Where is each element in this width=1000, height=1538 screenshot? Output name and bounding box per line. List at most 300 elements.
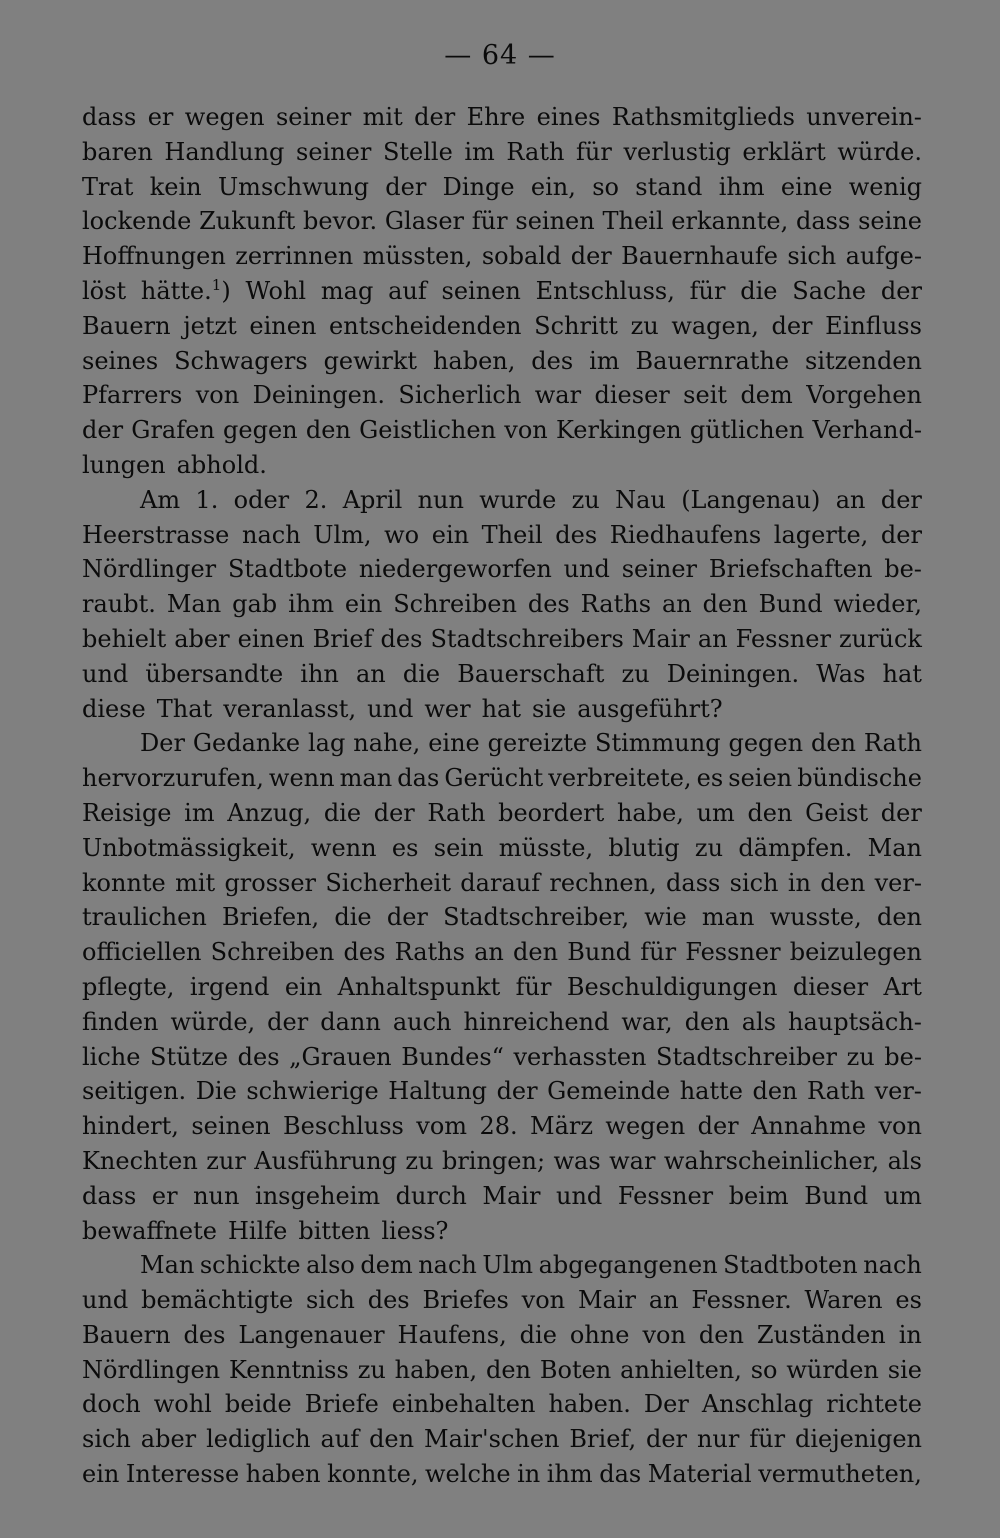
word: beim [728,1181,789,1210]
word: ein [82,1460,120,1489]
word: Ausführung [254,1146,397,1175]
word: der [880,485,922,514]
text-line [82,1387,922,1422]
word: schwierige [246,1077,379,1106]
word: für [576,137,612,166]
word: Haufens, [397,1320,507,1349]
word: Stelle [382,137,453,166]
word: dass [796,207,851,236]
word: wegen [184,103,265,131]
word: Briefe [304,1390,379,1419]
word: Reisige [82,798,172,827]
word: nun [417,485,464,514]
word: sich [306,1286,355,1315]
text-line [82,448,922,483]
word: Bauern [82,311,171,340]
text-line [82,1005,922,1040]
word: 28. [479,1112,518,1141]
word: richtete [826,1390,922,1419]
word: an [697,624,728,653]
word: in [517,1460,541,1489]
text-line [82,1214,922,1249]
word: zu [846,1042,875,1071]
word: er [151,1181,178,1210]
word: Mair [577,1286,636,1315]
word: Rathsmitglieds [611,103,795,131]
text-line [82,1179,922,1214]
word: anhielten, [620,1355,742,1384]
word: auf [388,276,427,305]
word: des [183,1320,226,1349]
word: vom [416,1112,468,1141]
word: eine [780,172,833,201]
word: Rath [506,137,565,166]
word: Mair [631,624,690,653]
word: ihn [300,659,339,688]
word: darauf [460,868,541,897]
word: Deiningen. [252,381,385,410]
word: Anschlag [701,1390,814,1419]
word: den [876,903,922,932]
word: Material [647,1460,752,1489]
word: diese [82,694,146,723]
word: vermutheten, [758,1460,922,1489]
word: Kerkingen [555,416,682,445]
word: Art [883,972,922,1001]
word: die [519,1320,557,1349]
word: Brief, [569,1425,637,1454]
text-line [82,692,922,727]
word: Anzug, [227,798,312,827]
word: 1. [195,485,219,514]
text-line [82,552,922,587]
text-line [82,796,922,831]
word: seinen [191,1112,271,1141]
word: Entschluss, [535,276,675,305]
word: sobald [481,242,562,271]
word: Der [643,1390,689,1419]
word: der [385,172,427,201]
word: seiner [275,103,352,131]
word: einen [249,311,317,340]
word: Sicherlich [398,381,522,410]
page-number: — 64 — [444,40,556,71]
word: sich [787,242,837,271]
word: gegen [728,729,804,758]
word: von [195,381,240,410]
text-line [82,135,922,170]
text-line [82,1040,922,1075]
word: kein [149,172,202,201]
word: ihm [546,1460,593,1489]
word: von [504,416,548,445]
word: an [356,659,386,688]
word: dass [82,103,137,131]
text-line [82,274,922,309]
word: Beschuldigungen [566,972,778,1001]
word: nach [241,520,301,549]
word: Nördlinger [82,555,217,584]
word: Ulm [482,1251,534,1280]
word: Zuständen [756,1320,886,1349]
word: konnte, [327,1460,419,1489]
word: 2. [304,485,328,514]
text-line [82,1283,922,1318]
word: den [810,729,856,758]
word: officiellen [82,938,202,967]
word: dieser [792,972,869,1001]
word: Schreiben [393,590,517,619]
word: Was [816,659,866,688]
word: be- [884,555,922,584]
word: dem [740,381,793,410]
word: Interesse [125,1460,240,1489]
word: Riedhaufens [609,520,762,549]
word: um [883,1181,922,1210]
word: aber [174,624,230,653]
word: er [147,103,174,131]
word: zu [694,833,724,862]
word: der [386,903,428,932]
word: Unbotmässigkeit, [82,833,296,862]
word: zu [621,659,650,688]
text-line [82,1422,922,1457]
word: in [787,868,811,897]
word: der [82,416,124,445]
word: an [474,938,504,967]
word: für [471,207,508,236]
word: Bund [804,1181,869,1210]
word: wie [644,903,687,932]
word: (Langenau) [681,485,821,514]
word: so [592,172,619,201]
word: Nördlingen [82,1355,221,1384]
word: Nau [615,485,666,514]
word: dann [320,1007,381,1036]
word: den [513,938,559,967]
word: mit [362,103,403,131]
word: würde. [837,137,922,166]
text-line [82,622,922,657]
word: Schritt [534,311,618,340]
word: Geist [805,798,869,827]
word: Ulm, [313,520,372,549]
word: einen [237,624,305,653]
word: veranlasst, [223,694,357,723]
word: Mair [482,1181,541,1210]
word: wurde [479,485,557,514]
word: war, [621,1007,673,1036]
word: verbreitete, [548,764,692,793]
word: seit [683,381,728,410]
text-line [82,1353,922,1388]
word: den [698,1320,744,1349]
word: nun [193,1181,240,1210]
word: als [741,1007,777,1036]
word: seinen [441,276,521,305]
word: seitigen. [82,1077,187,1106]
word: auch [392,1007,452,1036]
word: Rath [863,729,922,758]
word: der [414,103,456,131]
word: Hilfe [227,1216,288,1245]
word: des [343,938,386,967]
word: wohl [153,1390,212,1419]
text-line [82,100,922,135]
word: Stadtschreiber [656,1042,838,1071]
word: Glaser [384,207,465,236]
word: gereizte [487,729,588,758]
word: bevor. [303,207,378,236]
word: seines [82,346,159,375]
word: Bund [758,590,823,619]
word: für [689,276,726,305]
word: den [702,590,748,619]
word: zu [571,485,600,514]
word: Bund [567,938,632,967]
word: Sache [792,276,867,305]
word: Stadtschreibers [430,624,624,653]
word: April [342,485,403,514]
word: es [895,1286,922,1315]
text-line [82,518,922,553]
word: Fessner [735,624,831,653]
text-line [82,204,922,239]
word: erklärt [742,137,826,166]
word: für [749,1425,786,1454]
word: im [464,137,495,166]
word: der [267,1007,309,1036]
word: ihm [288,590,334,619]
word: ver- [874,1077,922,1106]
word: der [880,520,922,549]
word: Wohl [245,276,307,305]
word: für [640,938,677,967]
word: dämpfen. [738,833,853,862]
word: Am [140,485,181,514]
word: hinreichend [463,1007,610,1036]
word: die [402,659,441,688]
word: Gemeinde [547,1077,671,1106]
word: nur [696,1425,740,1454]
word: dass [82,1181,137,1210]
word: lediglich [206,1425,311,1454]
word: wenig [848,172,922,201]
word: die [334,903,372,932]
text-line [82,239,922,274]
word: mag [320,276,374,305]
word: hindert, [82,1112,179,1141]
word: stand [635,172,703,201]
word: der [880,798,922,827]
word: abhold. [176,450,267,479]
text-line [82,1144,922,1179]
word: seinen [515,207,595,236]
word: Raths [580,590,652,619]
word: Grafen [131,416,215,445]
word: der [373,798,415,827]
word: Man [140,1251,195,1280]
text-line [82,309,922,344]
word: hauptsäch- [788,1007,922,1036]
word: haben, [432,346,516,375]
word: Vorgehen [806,381,922,410]
word: lungen [82,450,166,479]
word: durch [395,1181,467,1210]
word: erkannte, [671,207,789,236]
word: würde, [170,1007,256,1036]
word: wieder, [833,590,922,619]
word: Ehre [466,103,526,131]
word: Fessner [685,938,781,967]
word: würden [786,1355,879,1384]
word: haben, [394,1355,478,1384]
word: bitten [298,1216,371,1245]
word: man [701,903,755,932]
word: Stadtschreiber, [443,903,630,932]
word: die [323,798,362,827]
text-line [82,761,922,796]
word: den [752,1077,798,1106]
word: Stadtboten [723,1251,858,1280]
word: That [156,694,213,723]
word: Rath [807,1077,866,1106]
word: Die [195,1077,237,1106]
word: Raths [394,938,465,967]
word: haben [245,1460,321,1489]
word: verlustig [623,137,731,166]
word: welche [425,1460,511,1489]
word: und [82,1286,129,1315]
text-line [82,1074,922,1109]
body-text [82,100,922,1492]
text-line [82,831,922,866]
word: ein, [530,172,576,201]
word: der [645,1425,688,1454]
word: liess? [381,1216,449,1245]
word: hat [481,694,521,723]
text-line [82,657,922,692]
word: bringen; [441,1146,546,1175]
word: behielt [82,624,167,653]
word: wer [424,694,471,723]
word: war [534,381,582,410]
word: mit [175,868,216,897]
text-line [82,344,922,379]
word: Langenauer [238,1320,385,1349]
word: Schreiben [210,938,335,967]
word: traulichen [82,903,207,932]
word: ihm [718,172,765,201]
word: doch [82,1390,141,1419]
word: müssten, [362,242,473,271]
word: Kenntniss [229,1355,349,1384]
word: insgeheim [255,1181,381,1210]
word: seine [858,207,922,236]
word: blutig [608,833,680,862]
word: wo [384,520,420,549]
text-line [82,587,922,622]
word: und [367,694,414,723]
footnote-marker: 1 [211,275,222,294]
word: lockende [82,207,192,236]
word: Trat [82,172,134,201]
word: Zukunft [199,207,296,236]
word: Waren [804,1286,883,1315]
word: zurück [838,624,922,653]
word: Stimmung [595,729,721,758]
word: den [305,416,351,445]
word: von [642,1320,686,1349]
word: wusste, [769,903,862,932]
word: be- [884,1042,922,1071]
word: zerrinnen [235,242,354,271]
word: rechnen, [549,868,657,897]
word: war [609,1146,656,1175]
word: lagerte, [773,520,869,549]
word: konnte [82,868,166,897]
word: Bauernrathe [635,346,790,375]
word: hatte [679,1077,743,1106]
word: des [531,346,574,375]
word: Theil [481,520,543,549]
text-line [82,1248,922,1283]
word: finden [82,1007,159,1036]
word: nahe, [353,729,421,758]
text-line [82,170,922,205]
word: sich [729,868,779,897]
word: sie [887,1355,922,1384]
word: abgegangenen [538,1251,718,1280]
word: also [306,1251,355,1280]
word: es [391,833,419,862]
word: Hoffnungen [82,242,226,271]
word: es [696,764,724,793]
word: Deiningen. [666,659,800,688]
word: Rath [427,798,486,827]
word: jetzt [183,311,237,340]
word: Briefen, [222,903,320,932]
word: wahrscheinlicher, [663,1146,880,1175]
word: den [485,1355,531,1384]
word: sein [433,833,484,862]
word: diejenigen [794,1425,922,1454]
word: Boten [539,1355,612,1384]
word: gab [232,590,278,619]
word: übersandte [145,659,284,688]
word: wenn [268,764,335,793]
word: der [496,1077,538,1106]
word: im [184,798,215,827]
word: den [747,798,793,827]
word: sich [82,1425,131,1454]
word: Pfarrers [82,381,183,410]
word: an [835,485,866,514]
word: nach [863,1251,922,1280]
word: aufge- [845,242,922,271]
text-line [82,413,922,448]
word: Fessner [617,1181,714,1210]
text-line [82,1109,922,1144]
word: ohne [569,1320,630,1349]
word: beizulegen [789,938,922,967]
word: „Grauen [289,1042,392,1071]
word: Stadtbote [227,555,348,584]
text-line [82,970,922,1005]
word: müsste, [498,833,594,862]
word: man [339,764,393,793]
word: Theil [602,207,664,236]
